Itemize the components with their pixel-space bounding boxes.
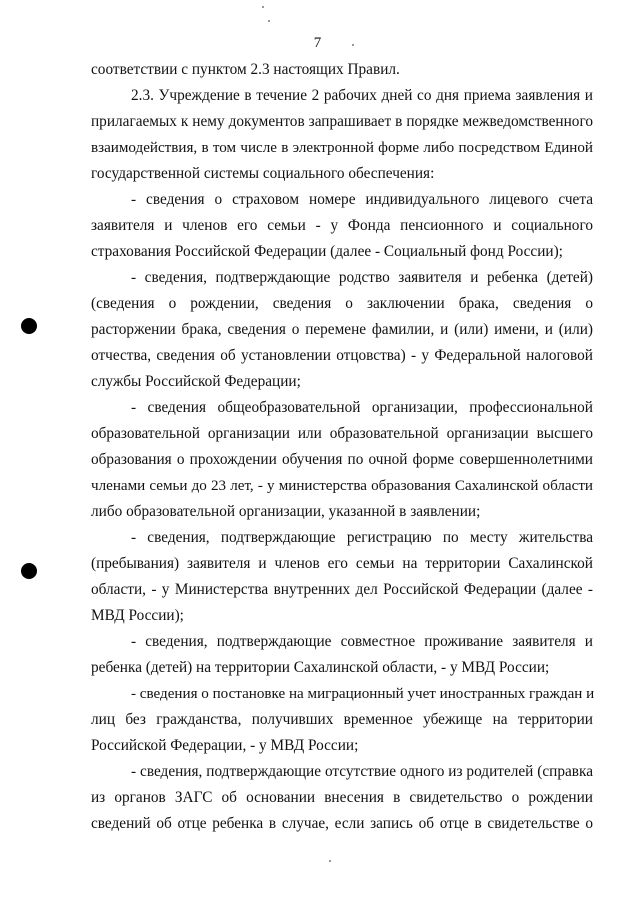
text-line: соответствии с пунктом 2.3 настоящих Правил. xyxy=(91,61,400,78)
text-line: (пребывания) заявителя и членов его семьи на территории Сахалинской xyxy=(91,555,593,572)
text-line: - сведения общеобразовательной организации, профессиональной xyxy=(131,399,593,416)
text-line: из органов ЗАГС об основании внесения в свидетельство о рождении xyxy=(91,789,593,806)
scan-speck xyxy=(352,44,354,46)
punch-hole-upper xyxy=(21,318,37,334)
text-line: государственной системы социального обеспечения: xyxy=(91,165,435,182)
text-line: Российской Федерации, - у МВД России; xyxy=(91,737,359,754)
text-line: - сведения о постановке на миграционный учет иностранных граждан и xyxy=(131,686,595,702)
text-line: заявителя и членов его семьи - у Фонда пенсионного и социального xyxy=(91,217,593,234)
text-line: страхования Российской Федерации (далее - Социальный фонд России); xyxy=(91,243,563,260)
text-line: - сведения, подтверждающие отсутствие одного из родителей (справка xyxy=(131,763,593,780)
text-line: членами семьи до 23 лет, - у министерства образования Сахалинской области xyxy=(91,478,593,494)
text-line: сведений об отце ребенка в случае, если запись об отце в свидетельстве о xyxy=(91,815,593,832)
text-line: - сведения, подтверждающие родство заявителя и ребенка (детей) xyxy=(131,269,593,286)
text-line: МВД России); xyxy=(91,607,184,624)
text-line: образования о прохождении обучения по очной форме совершеннолетними xyxy=(91,451,593,468)
text-line: ребенка (детей) на территории Сахалинской области, - у МВД России; xyxy=(91,659,550,676)
text-line: взаимодействия, в том числе в электронной форме либо посредством Единой xyxy=(91,140,593,156)
text-line: 2.3. Учреждение в течение 2 рабочих дней со дня приема заявления и xyxy=(131,87,593,104)
scan-speck xyxy=(268,20,270,22)
scan-speck xyxy=(262,6,264,8)
text-line: либо образовательной организации, указанной в заявлении; xyxy=(91,503,481,520)
scan-speck xyxy=(329,860,331,862)
text-line: - сведения, подтверждающие регистрацию по месту жительства xyxy=(131,529,593,546)
text-line: области, - у Министерства внутренних дел Российской Федерации (далее - xyxy=(91,581,593,598)
text-line: (сведения о рождении, сведения о заключении брака, сведения о xyxy=(91,295,593,312)
text-line: - сведения о страховом номере индивидуального лицевого счета xyxy=(131,191,593,208)
text-line: расторжении брака, сведения о перемене фамилии, и (или) имени, и (или) xyxy=(91,321,593,338)
page-number: 7 xyxy=(313,35,322,51)
punch-hole-lower xyxy=(21,563,37,579)
text-line: лиц без гражданства, получивших временное убежище на территории xyxy=(91,711,593,728)
text-line: - сведения, подтверждающие совместное проживание заявителя и xyxy=(131,633,593,650)
text-line: отчества, сведения об установлении отцовства) - у Федеральной налоговой xyxy=(91,347,593,364)
text-line: прилагаемых к нему документов запрашивает в порядке межведомственного xyxy=(91,113,593,130)
text-line: образовательной организации или образовательной организации высшего xyxy=(91,425,593,442)
text-line: службы Российской Федерации; xyxy=(91,373,301,390)
